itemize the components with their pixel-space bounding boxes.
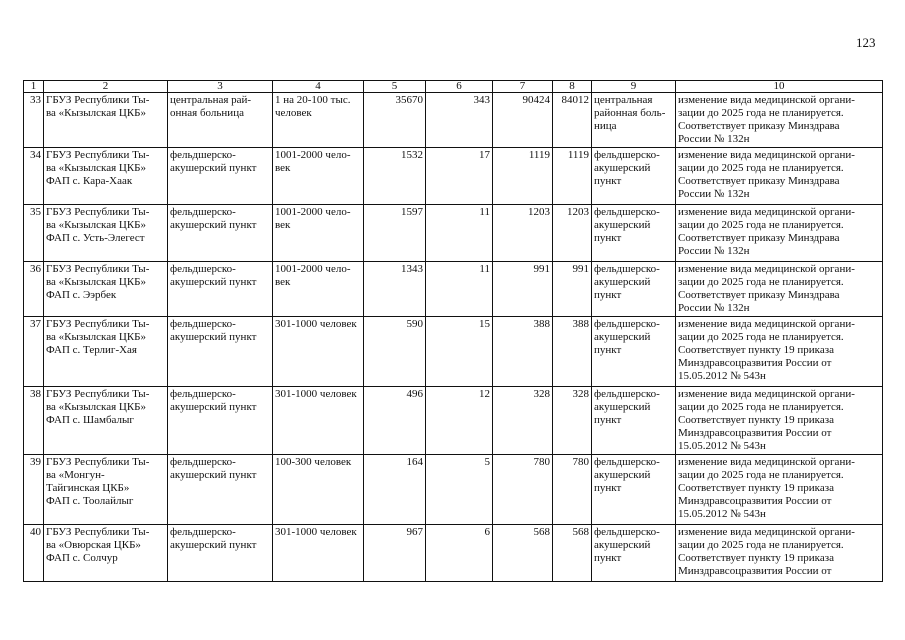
cell-value-7: [493, 455, 553, 525]
data-table: [23, 80, 883, 582]
cell-value-6: [426, 262, 493, 317]
cell-value-5: [364, 205, 426, 262]
cell-organization-text: ГБУЗ Республики Ты- ва «Кызылская ЦКБ» ФАП с. Ээрбек: [46, 263, 150, 301]
cell-value-5-text: 967: [406, 526, 423, 538]
cell-value-8-text: 328: [572, 388, 589, 400]
cell-row-number-text: 40: [30, 526, 41, 538]
cell-population: [273, 317, 364, 387]
cell-organization: [44, 455, 168, 525]
cell-population-text: 1001-2000 чело- век: [275, 206, 351, 231]
cell-organization-text: ГБУЗ Республики Ты- ва «Кызылская ЦКБ» ФАП с. Терлиг-Хая: [46, 318, 150, 356]
cell-value-7-text: 388: [533, 318, 550, 330]
cell-target-type: [592, 262, 676, 317]
cell-organization: [44, 317, 168, 387]
column-header: 3: [168, 81, 273, 93]
cell-target-type-text: центральная районная боль- ница: [594, 94, 666, 132]
column-header: 1: [24, 81, 44, 93]
cell-facility-type: [168, 387, 273, 455]
cell-value-8: [553, 148, 592, 205]
cell-value-8-text: 388: [572, 318, 589, 330]
cell-value-8: [553, 525, 592, 582]
cell-row-number: [24, 387, 44, 455]
cell-note: [676, 93, 883, 148]
cell-row-number: [24, 317, 44, 387]
cell-value-5: [364, 525, 426, 582]
cell-value-7: [493, 317, 553, 387]
cell-value-7-text: 90424: [522, 94, 550, 106]
cell-organization-text: ГБУЗ Республики Ты- ва «Кызылская ЦКБ» ФАП с. Кара-Хаак: [46, 149, 150, 187]
cell-row-number-text: 38: [30, 388, 41, 400]
cell-value-8: [553, 317, 592, 387]
cell-value-8: [553, 455, 592, 525]
header-row: [24, 81, 883, 93]
cell-value-5-text: 164: [406, 456, 423, 468]
column-header: 2: [44, 81, 168, 93]
cell-value-5-text: 590: [406, 318, 423, 330]
cell-note: [676, 525, 883, 582]
cell-value-7: [493, 262, 553, 317]
cell-value-7: [493, 148, 553, 205]
cell-value-5: [364, 317, 426, 387]
cell-row-number: [24, 525, 44, 582]
cell-value-5-text: 1597: [401, 206, 423, 218]
cell-row-number-text: 36: [30, 263, 41, 275]
cell-value-6: [426, 455, 493, 525]
cell-value-6: [426, 148, 493, 205]
cell-organization: [44, 148, 168, 205]
cell-note-text: изменение вида медицинской органи- зации до 2025 года не планируется. Соответствует пункту 19 приказа Минздравсоцразвития России от 15.05.2012 № 543н: [678, 318, 855, 382]
cell-note-text: изменение вида медицинской органи- зации до 2025 года не планируется. Соответствует приказу Минздрава России № 132н: [678, 149, 855, 200]
cell-value-7-text: 568: [533, 526, 550, 538]
cell-value-8-text: 84012: [561, 94, 589, 106]
cell-value-7-text: 991: [533, 263, 550, 275]
cell-facility-type-text: центральная рай- онная больница: [170, 94, 252, 119]
cell-value-7-text: 328: [533, 388, 550, 400]
cell-value-6: [426, 205, 493, 262]
cell-organization: [44, 205, 168, 262]
cell-value-7: [493, 205, 553, 262]
cell-value-5: [364, 387, 426, 455]
cell-value-8-text: 568: [572, 526, 589, 538]
cell-target-type-text: фельдшерско- акушерский пункт: [594, 526, 660, 564]
cell-value-7: [493, 387, 553, 455]
table-body: [24, 93, 883, 582]
cell-value-8-text: 1203: [567, 206, 589, 218]
cell-facility-type: [168, 205, 273, 262]
table-row: [24, 455, 883, 525]
column-header: 6: [426, 81, 493, 93]
cell-facility-type-text: фельдшерско- акушерский пункт: [170, 206, 257, 231]
cell-value-5: [364, 455, 426, 525]
cell-population: [273, 205, 364, 262]
cell-row-number-text: 35: [30, 206, 41, 218]
cell-facility-type: [168, 455, 273, 525]
cell-value-6: [426, 387, 493, 455]
cell-row-number-text: 39: [30, 456, 41, 468]
cell-value-5-text: 35670: [395, 94, 423, 106]
table-row: [24, 205, 883, 262]
cell-population-text: 1001-2000 чело- век: [275, 149, 351, 174]
cell-target-type-text: фельдшерско- акушерский пункт: [594, 206, 660, 244]
cell-value-6-text: 15: [479, 318, 490, 330]
cell-value-8: [553, 205, 592, 262]
cell-note: [676, 148, 883, 205]
cell-target-type: [592, 205, 676, 262]
cell-organization: [44, 262, 168, 317]
column-header: 9: [592, 81, 676, 93]
cell-note: [676, 262, 883, 317]
cell-facility-type: [168, 317, 273, 387]
cell-population: [273, 525, 364, 582]
cell-target-type-text: фельдшерско- акушерский пункт: [594, 318, 660, 356]
cell-value-7-text: 1119: [528, 149, 550, 161]
cell-population: [273, 262, 364, 317]
cell-organization-text: ГБУЗ Республики Ты- ва «Овюрская ЦКБ» ФАП с. Солчур: [46, 526, 150, 564]
cell-facility-type-text: фельдшерско- акушерский пункт: [170, 456, 257, 481]
cell-population-text: 301-1000 человек: [275, 318, 357, 330]
cell-value-5: [364, 93, 426, 148]
cell-value-6-text: 11: [479, 206, 490, 218]
table-row: [24, 317, 883, 387]
cell-value-6-text: 5: [484, 456, 490, 468]
cell-row-number: [24, 205, 44, 262]
cell-row-number-text: 33: [30, 94, 41, 106]
cell-population: [273, 93, 364, 148]
cell-facility-type-text: фельдшерско- акушерский пункт: [170, 388, 257, 413]
cell-note-text: изменение вида медицинской органи- зации до 2025 года не планируется. Соответствует приказу Минздрава России № 132н: [678, 206, 855, 257]
cell-facility-type-text: фельдшерско- акушерский пункт: [170, 149, 257, 174]
cell-facility-type: [168, 525, 273, 582]
table-row: [24, 387, 883, 455]
page-number: 123: [856, 35, 876, 50]
cell-value-6: [426, 525, 493, 582]
cell-organization: [44, 387, 168, 455]
cell-target-type: [592, 317, 676, 387]
cell-row-number: [24, 262, 44, 317]
cell-value-8-text: 1119: [567, 149, 589, 161]
table-row: [24, 148, 883, 205]
cell-value-8-text: 991: [572, 263, 589, 275]
cell-facility-type: [168, 93, 273, 148]
cell-value-5: [364, 148, 426, 205]
cell-value-8: [553, 262, 592, 317]
cell-value-6-text: 6: [484, 526, 490, 538]
cell-row-number: [24, 148, 44, 205]
table-row: [24, 262, 883, 317]
cell-row-number-text: 37: [30, 318, 41, 330]
cell-facility-type-text: фельдшерско- акушерский пункт: [170, 318, 257, 343]
cell-note-text: изменение вида медицинской органи- зации до 2025 года не планируется. Соответствует пункту 19 приказа Минздравсоцразвития России от: [678, 526, 855, 577]
cell-population: [273, 148, 364, 205]
cell-note: [676, 455, 883, 525]
cell-value-8: [553, 93, 592, 148]
cell-target-type-text: фельдшерско- акушерский пункт: [594, 456, 660, 494]
cell-value-7-text: 780: [533, 456, 550, 468]
cell-value-7-text: 1203: [528, 206, 550, 218]
cell-value-8: [553, 387, 592, 455]
cell-value-5-text: 1343: [401, 263, 423, 275]
cell-target-type: [592, 525, 676, 582]
cell-target-type-text: фельдшерско- акушерский пункт: [594, 388, 660, 426]
cell-population: [273, 387, 364, 455]
cell-target-type: [592, 455, 676, 525]
cell-note: [676, 387, 883, 455]
cell-note: [676, 317, 883, 387]
cell-population: [273, 455, 364, 525]
cell-facility-type-text: фельдшерско- акушерский пункт: [170, 526, 257, 551]
cell-population-text: 1001-2000 чело- век: [275, 263, 351, 288]
cell-organization-text: ГБУЗ Республики Ты- ва «Кызылская ЦКБ» ФАП с. Шамбалыг: [46, 388, 150, 426]
column-header: 10: [676, 81, 883, 93]
cell-note: [676, 205, 883, 262]
cell-facility-type-text: фельдшерско- акушерский пункт: [170, 263, 257, 288]
table-row: [24, 525, 883, 582]
cell-value-7: [493, 93, 553, 148]
cell-target-type: [592, 387, 676, 455]
cell-organization-text: ГБУЗ Республики Ты- ва «Монгун- Тайгинская ЦКБ» ФАП с. Тоолайлыг: [46, 456, 150, 507]
cell-target-type: [592, 93, 676, 148]
cell-value-5-text: 1532: [401, 149, 423, 161]
column-header: 7: [493, 81, 553, 93]
cell-value-6: [426, 317, 493, 387]
cell-population-text: 301-1000 человек: [275, 388, 357, 400]
cell-target-type-text: фельдшерско- акушерский пункт: [594, 263, 660, 301]
cell-value-8-text: 780: [572, 456, 589, 468]
cell-facility-type: [168, 148, 273, 205]
column-header: 8: [553, 81, 592, 93]
cell-note-text: изменение вида медицинской органи- зации до 2025 года не планируется. Соответствует пункту 19 приказа Минздравсоцразвития России от 15.05.2012 № 543н: [678, 388, 855, 452]
cell-target-type-text: фельдшерско- акушерский пункт: [594, 149, 660, 187]
cell-note-text: изменение вида медицинской органи- зации до 2025 года не планируется. Соответствует пункту 19 приказа Минздравсоцразвития России от 15.05.2012 № 543н: [678, 456, 855, 520]
cell-note-text: изменение вида медицинской органи- зации до 2025 года не планируется. Соответствует приказу Минздрава России № 132н: [678, 94, 855, 145]
cell-value-6-text: 11: [479, 263, 490, 275]
cell-value-5: [364, 262, 426, 317]
cell-target-type: [592, 148, 676, 205]
table-row: [24, 93, 883, 148]
cell-population-text: 100-300 человек: [275, 456, 352, 468]
cell-value-5-text: 496: [406, 388, 423, 400]
cell-value-6: [426, 93, 493, 148]
cell-value-6-text: 12: [479, 388, 490, 400]
column-header: 5: [364, 81, 426, 93]
cell-organization: [44, 525, 168, 582]
cell-row-number: [24, 455, 44, 525]
cell-value-7: [493, 525, 553, 582]
cell-population-text: 1 на 20-100 тыс. человек: [275, 94, 351, 119]
cell-facility-type: [168, 262, 273, 317]
cell-note-text: изменение вида медицинской органи- зации до 2025 года не планируется. Соответствует приказу Минздрава России № 132н: [678, 263, 855, 314]
cell-organization-text: ГБУЗ Республики Ты- ва «Кызылская ЦКБ» ФАП с. Усть-Элегест: [46, 206, 150, 244]
cell-value-6-text: 343: [473, 94, 490, 106]
cell-organization-text: ГБУЗ Республики Ты- ва «Кызылская ЦКБ»: [46, 94, 150, 119]
cell-organization: [44, 93, 168, 148]
cell-row-number: [24, 93, 44, 148]
cell-value-6-text: 17: [479, 149, 490, 161]
column-header: 4: [273, 81, 364, 93]
cell-row-number-text: 34: [30, 149, 41, 161]
cell-population-text: 301-1000 человек: [275, 526, 357, 538]
